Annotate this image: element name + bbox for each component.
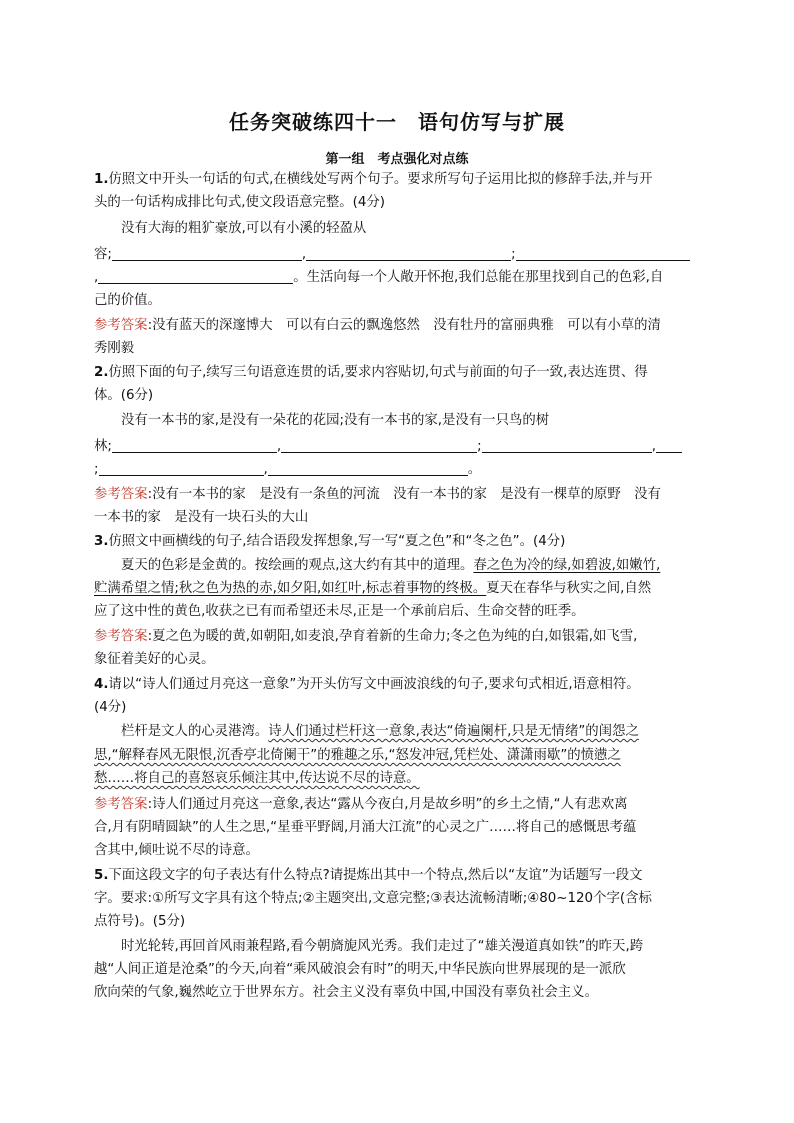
q4-answer-cont1: 合,月有阴晴圆缺”的人生之思,“星垂平野阔,月涌大江流”的心灵之广……将自己的感慨思考蕴 [94, 820, 637, 835]
q1-blank-line1: 容; , ; [94, 246, 690, 264]
q2-blank-line2: ; , 。 [94, 462, 482, 477]
section-subtitle: 第一组 考点强化对点练 [325, 152, 469, 167]
q1-answer-blank-2[interactable] [306, 246, 511, 261]
q3-answer-cont: 象征着美好的心灵。 [94, 652, 215, 667]
answer-label: 参考答案 [94, 797, 148, 812]
q5-number: 5. [94, 868, 109, 883]
q3-underlined-sentence-cont: 贮满希望之情;秋之色为热的赤,如夕阳,如红叶,标志着事物的终极。 [94, 581, 487, 596]
q2-number: 2. [94, 365, 109, 380]
q4-number: 4. [94, 677, 109, 692]
q4-passage-line1: 栏杆是文人的心灵港湾。诗人们通过栏杆这一意象,表达“倚遍阑杆,只是无情绪”的闺怨之 [121, 724, 639, 739]
q2-example: 没有一本书的家,是没有一朵花的花园;没有一本书的家,是没有一只鸟的树 [121, 413, 550, 428]
q3-underlined-sentence: 春之色为冷的绿,如碧波,如嫩竹, [473, 558, 661, 573]
q5-prompt-line3: 点符号)。(5分) [94, 914, 186, 929]
q5-passage-line3: 欣向荣的气象,巍然屹立于世界东方。社会主义没有辜负中国,中国没有辜负社会主义。 [94, 985, 598, 1000]
q5-passage-line1: 时光轮转,再回首风雨兼程路,看今朝旖旎风光秀。我们走过了“雄关漫道真如铁”的昨天,跨 [121, 939, 644, 954]
q3-answer: 参考答案:夏之色为暖的黄,如朝阳,如麦浪,孕育着新的生命力;冬之色为纯的白,如银霜,如飞雪, [94, 629, 638, 644]
q2-answer-blank-5[interactable] [99, 461, 264, 476]
q2-answer-blank-3[interactable] [482, 438, 652, 453]
q2-answer-blank-2[interactable] [281, 438, 477, 453]
q2-answer-blank-4[interactable] [656, 438, 682, 453]
q1-example: 没有大海的粗犷豪放,可以有小溪的轻盈从 [121, 221, 367, 236]
q5-passage-line2: 越“人间正道是沧桑”的今天,向着“乘风破浪会有时”的明天,中华民族向世界展现的是一派欣 [94, 962, 626, 977]
q4-passage-line2 [94, 747, 621, 765]
q4-passage-line3 [94, 770, 420, 788]
q1-answer-blank-1[interactable] [112, 246, 302, 261]
q2-prompt-line1: 2.仿照下面的句子,续写三句语意连贯的话,要求内容贴切,句式与前面的句子一致,表达连贯、得 [94, 365, 648, 380]
q4-wavy-sentence-end: 愁……将自己的喜怒哀乐倾注其中,传达说不尽的诗意。 [94, 771, 420, 786]
q1-prompt-line2: 头的一句话构成排比句式,使文段语意完整。(4分) [94, 195, 386, 210]
q5-prompt-line2: 字。要求:①所写文字具有这个特点;②主题突出,文意完整;③表达流畅清晰;④80~120个字(含标 [94, 891, 652, 906]
q3-passage-line2: 贮满希望之情;秋之色为热的赤,如夕阳,如红叶,标志着事物的终极。夏天在春华与秋实之间,自然 [94, 581, 652, 596]
q1-number: 1. [94, 172, 109, 187]
q2-blank-line1: 林; , ; , [94, 438, 682, 456]
q4-prompt-line2: (4分) [94, 700, 127, 715]
q4-answer-cont2: 含其中,倾吐说不尽的诗意。 [94, 843, 259, 858]
q1-blank-line2: , 。生活向每一个人敞开怀抱,我们总能在那里找到自己的色彩,自 [94, 270, 664, 285]
q1-answer-blank-3[interactable] [516, 246, 690, 261]
q2-answer-blank-1[interactable] [112, 438, 277, 453]
q4-wavy-sentence-cont: 思,“解释春风无限恨,沉香亭北倚阑干”的雅趣之乐,“怒发冲冠,凭栏处、潇潇雨歇”的愤懑之 [94, 748, 621, 763]
q3-passage-line1: 夏天的色彩是金黄的。按绘画的观点,这大约有其中的道理。春之色为冷的绿,如碧波,如嫩竹, [121, 558, 661, 573]
q4-prompt-line1: 4.请以“诗人们通过月亮这一意象”为开头仿写文中画波浪线的句子,要求句式相近,语意相符。 [94, 677, 640, 692]
q5-prompt-line1: 5.下面这段文字的句子表达有什么特点?请提炼出其中一个特点,然后以“友谊”为话题写一段文 [94, 868, 643, 883]
q4-wavy-sentence: 诗人们通过栏杆这一意象,表达“倚遍阑杆,只是无情绪”的闺怨之 [268, 724, 639, 739]
answer-label: 参考答案 [94, 318, 148, 333]
q1-answer-cont: 秀刚毅 [94, 341, 135, 356]
answer-label: 参考答案 [94, 629, 148, 644]
answer-label: 参考答案 [94, 487, 148, 502]
q2-prompt-line2: 体。(6分) [94, 388, 154, 403]
q2-answer: 参考答案:没有一本书的家 是没有一条鱼的河流 没有一本书的家 是没有一棵草的原野 没有 [94, 487, 661, 502]
page-title: 任务突破练四十一 语句仿写与扩展 [229, 110, 565, 134]
q2-answer-blank-6[interactable] [268, 461, 468, 476]
q3-number: 3. [94, 534, 109, 549]
q1-prompt-line1: 1.仿照文中开头一句话的句式,在横线处写两个句子。要求所写句子运用比拟的修辞手法,并与开 [94, 172, 653, 187]
q1-text-end: 己的价值。 [94, 293, 161, 308]
q3-prompt-line1: 3.仿照文中画横线的句子,结合语段发挥想象,写一写“夏之色”和“冬之色”。(4分) [94, 534, 566, 549]
q3-passage-line3: 应了这中性的黄色,收获之已有而希望还未尽,正是一个承前启后、生命交替的旺季。 [94, 604, 585, 619]
q1-answer: 参考答案:没有蓝天的深邃博大 可以有白云的飘逸悠然 没有牡丹的富丽典雅 可以有小草的清 [94, 318, 661, 333]
q4-answer: 参考答案:诗人们通过月亮这一意象,表达“露从今夜白,月是故乡明”的乡土之情,“人有悲欢离 [94, 797, 628, 812]
q2-answer-cont: 一本书的家 是没有一块石头的大山 [94, 510, 309, 525]
q1-answer-blank-4[interactable] [98, 269, 293, 284]
